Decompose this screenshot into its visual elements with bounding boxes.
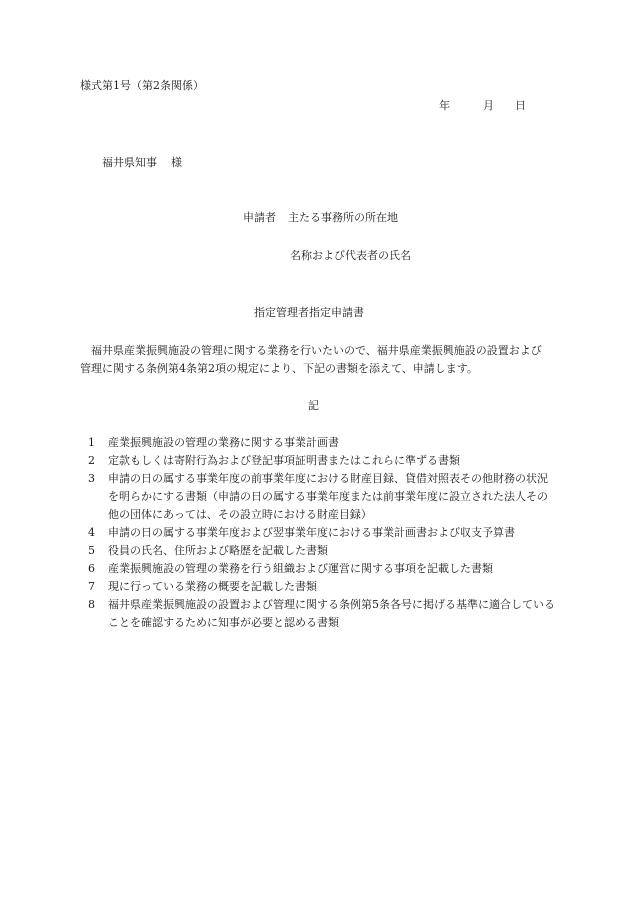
list-item-text: 産業振興施設の管理の業務を行う組織および運営に関する事項を記載した書類 xyxy=(108,562,493,575)
list-item-text: 定款もしくは寄附行為および登記事項証明書またはこれらに準ずる書類 xyxy=(108,454,460,467)
addressee-honorific: 様 xyxy=(171,156,182,169)
document-title: 指定管理者指定申請書 xyxy=(254,306,364,319)
list-item xyxy=(88,542,558,560)
list-item-number: 5 xyxy=(88,544,95,557)
list-item xyxy=(88,524,558,542)
list-item xyxy=(88,596,558,632)
list-item-number: 2 xyxy=(88,454,95,467)
date-month-label: 月 xyxy=(483,99,494,112)
addressee xyxy=(102,157,182,168)
list-item xyxy=(88,578,558,596)
list-item-number: 8 xyxy=(88,598,95,611)
date-line xyxy=(439,100,526,111)
list-item-text: 役員の氏名、住所および略歴を記載した書類 xyxy=(108,544,328,557)
applicant-address-line xyxy=(243,212,398,223)
list-item-text: 福井県産業振興施設の設置および管理に関する条例第5条各号に掲げる基準に適合していることを確認するために知事が必要と認める書類 xyxy=(108,598,555,629)
addressee-name: 福井県知事 xyxy=(102,156,157,169)
list-item-number: 6 xyxy=(88,562,95,575)
attached-documents-list xyxy=(88,434,558,632)
date-year-label: 年 xyxy=(439,99,450,112)
list-item-number: 3 xyxy=(88,472,95,485)
form-label: 様式第1号（第2条関係） xyxy=(80,79,204,92)
list-item-text: 申請の日の属する事業年度および翌事業年度における事業計画書および収支予算書 xyxy=(108,526,515,539)
list-item-text: 現に行っている業務の概要を記載した書類 xyxy=(108,580,317,593)
applicant-office-address-label: 主たる事務所の所在地 xyxy=(288,211,398,224)
body-paragraph: 福井県産業振興施設の管理に関する業務を行いたいので、福井県産業振興施設の設置および管理に関する条例第4条第2項の規定により、下記の書類を添えて、申請します。 xyxy=(80,344,542,375)
list-item xyxy=(88,452,558,470)
list-item xyxy=(88,434,558,452)
list-item-number: 1 xyxy=(88,436,95,449)
list-item-text: 産業振興施設の管理の業務に関する事業計画書 xyxy=(108,436,339,449)
list-item-number: 4 xyxy=(88,526,95,539)
list-item xyxy=(88,470,558,524)
list-item xyxy=(88,560,558,578)
date-day-label: 日 xyxy=(515,99,526,112)
applicant-representative-label: 名称および代表者の氏名 xyxy=(290,249,411,262)
applicant-label: 申請者 xyxy=(243,211,276,224)
list-item-text: 申請の日の属する事業年度の前事業年度における財産目録、貸借対照表その他財務の状況を明らかにする書類（申請の日の属する事業年度または前事業年度に設立された法人その他の団体にあっては、その設立時における財産目録） xyxy=(108,472,548,521)
list-item-number: 7 xyxy=(88,580,95,593)
ki-heading: 記 xyxy=(308,399,319,412)
